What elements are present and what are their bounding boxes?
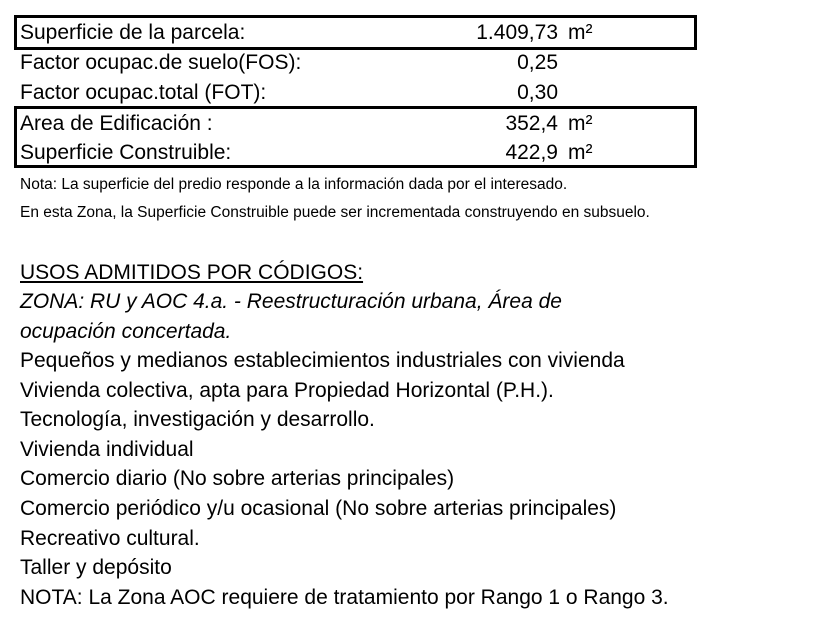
- note-superficie-predio: Nota: La superficie del predio responde a la información dada por el interesado.: [20, 176, 568, 193]
- row-unit: m²: [568, 141, 593, 164]
- list-item: Vivienda colectiva, apta para Propiedad Horizontal (P.H.).: [20, 378, 554, 402]
- list-item: Taller y depósito: [20, 556, 172, 580]
- row-label: Area de Edificación :: [20, 112, 213, 135]
- usos-heading: USOS ADMITIDOS POR CÓDIGOS:: [20, 261, 364, 284]
- list-item: Tecnología, investigación y desarrollo.: [20, 408, 375, 432]
- row-value: 1.409,73: [476, 21, 558, 44]
- row-label: Superficie Construible:: [20, 141, 232, 164]
- list-item: Comercio periódico y/u ocasional (No sobre arterias principales): [20, 496, 617, 520]
- row-value: 422,9: [505, 141, 558, 164]
- row-value: 0,25: [517, 51, 558, 74]
- row-label: Superficie de la parcela:: [20, 21, 246, 44]
- list-item: Pequeños y medianos establecimientos industriales con vivienda: [20, 349, 625, 372]
- list-item: Vivienda individual: [20, 437, 194, 461]
- row-label: Factor ocupac.total (FOT):: [20, 81, 267, 104]
- row-value: 0,30: [517, 81, 558, 104]
- list-item: Recreativo cultural.: [20, 526, 200, 550]
- row-value: 352,4: [505, 112, 558, 135]
- zona-description: ZONA: RU y AOC 4.a. - Reestructuración urbana, Área de ocupación concertada.: [20, 290, 562, 343]
- list-item: NOTA: La Zona AOC requiere de tratamiento por Rango 1 o Rango 3.: [20, 585, 669, 609]
- row-unit: m²: [568, 21, 593, 44]
- usos-list: [20, 346, 669, 612]
- list-item: Comercio diario (No sobre arterias principales): [20, 467, 455, 491]
- row-unit: m²: [568, 112, 593, 135]
- row-label: Factor ocupac.de suelo(FOS):: [20, 51, 302, 74]
- note-subsuelo: En esta Zona, la Superficie Construible puede ser incrementada construyendo en subsuelo.: [20, 204, 650, 221]
